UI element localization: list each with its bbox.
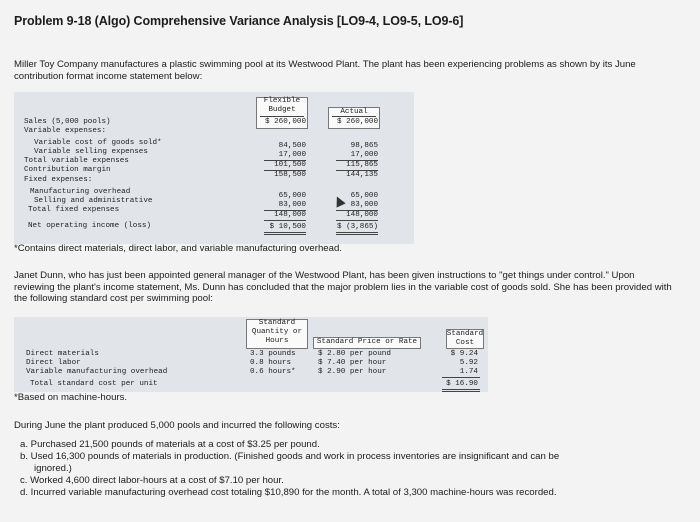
header-cost: Cost [455,339,475,347]
cost-value: 1.74 [459,368,478,376]
actual-value: 115,865 [346,161,378,169]
qty-value: 3.3 pounds [250,350,296,358]
list-item-c: c. Worked 4,600 direct labor-hours at a cost of $7.10 per hour. [20,475,284,486]
header-actual: Actual [340,108,368,116]
row-label: Variable expenses: [24,127,107,135]
qty-value: 0.6 hours* [250,368,296,376]
price-value: $ 2.80 per pound [318,350,391,358]
flex-value: 148,000 [274,211,306,219]
header-budget: Budget [268,106,296,114]
actual-value: 98,865 [350,142,378,150]
paragraph-janet-dunn: Janet Dunn, who has just been appointed general manager of the Westwood Plant, has been given instructions to "get things under control." Upon reviewing the plant's income statement, Ms. Dunn has concluded that the major problem lies in the variable cost of goods sold. She has been provided with the following standard cost per swimming pool: [14,270,672,304]
flex-value: 65,000 [278,192,306,200]
header-hours: Hours [265,337,289,345]
standard-cost-table [14,317,488,392]
list-item-b-continued: ignored.) [34,463,72,474]
actual-value: 17,000 [350,151,378,159]
row-label: Variable selling expenses [34,148,148,156]
price-value: $ 7.40 per hour [318,359,387,367]
actual-value: 65,000 [350,192,378,200]
row-label: Total fixed expenses [28,206,120,214]
row-label: Direct materials [26,350,99,358]
header-standard-cost: Standard [446,330,484,338]
income-footnote: *Contains direct materials, direct labor, and variable manufacturing overhead. [14,243,342,254]
header-quantity-or: Quantity or [251,328,303,336]
row-label: Manufacturing overhead [30,188,131,196]
actual-value: $ (3,865) [336,223,378,231]
actual-value: 83,000 [350,201,378,209]
price-value: $ 2.90 per hour [318,368,387,376]
row-label-total: Total standard cost per unit [30,380,158,388]
list-item-a: a. Purchased 21,500 pounds of materials at a cost of $3.25 per pound. [20,439,320,450]
row-label: Variable cost of goods sold* [34,139,162,147]
row-label: Direct labor [26,359,81,367]
row-label: Variable manufacturing overhead [26,368,168,376]
row-label: Fixed expenses: [24,176,93,184]
qty-value: 0.8 hours [250,359,292,367]
flex-value: $ 10,500 [269,223,306,231]
intro-paragraph: Miller Toy Company manufactures a plastic swimming pool at its Westwood Plant. The plant has been experiencing problems as shown by its June contribution format income statement below: [14,59,636,82]
header-flexible: Flexible [263,97,301,105]
page-title: Problem 9-18 (Algo) Comprehensive Variance Analysis [LO9-4, LO9-5, LO9-6] [14,14,464,28]
actual-value: 148,000 [346,211,378,219]
header-price-rate: Standard Price or Rate [316,338,418,346]
row-label: Contribution margin [24,166,111,174]
cost-value: $ 9.24 [450,350,478,358]
flex-value: 158,500 [274,171,306,179]
row-label: Total variable expenses [24,157,129,165]
flex-value: 101,500 [274,161,306,169]
standard-footnote: *Based on machine-hours. [14,392,128,403]
cost-value: 5.92 [459,359,478,367]
row-label: Net operating income (loss) [28,222,152,230]
paragraph-june-costs: During June the plant produced 5,000 pools and incurred the following costs: [14,420,340,431]
list-item-b: b. Used 16,300 pounds of materials in production. (Finished goods and work in process inventories are insignificant and can be [20,451,560,462]
flex-value: $ 260,000 [264,118,306,126]
income-statement-table [14,92,414,244]
total-cost-value: $ 16.90 [446,380,478,388]
header-standard: Standard [258,319,296,327]
row-label: Selling and administrative [34,197,153,205]
list-item-d: d. Incurred variable manufacturing overhead cost totaling $10,890 for the month. A total of 3,300 machine-hours was recorded. [20,487,557,498]
flex-value: 84,500 [278,142,306,150]
actual-value: $ 260,000 [336,118,378,126]
flex-value: 83,000 [278,201,306,209]
row-label: Sales (5,000 pools) [24,118,111,126]
actual-value: 144,135 [346,171,378,179]
flex-value: 17,000 [278,151,306,159]
